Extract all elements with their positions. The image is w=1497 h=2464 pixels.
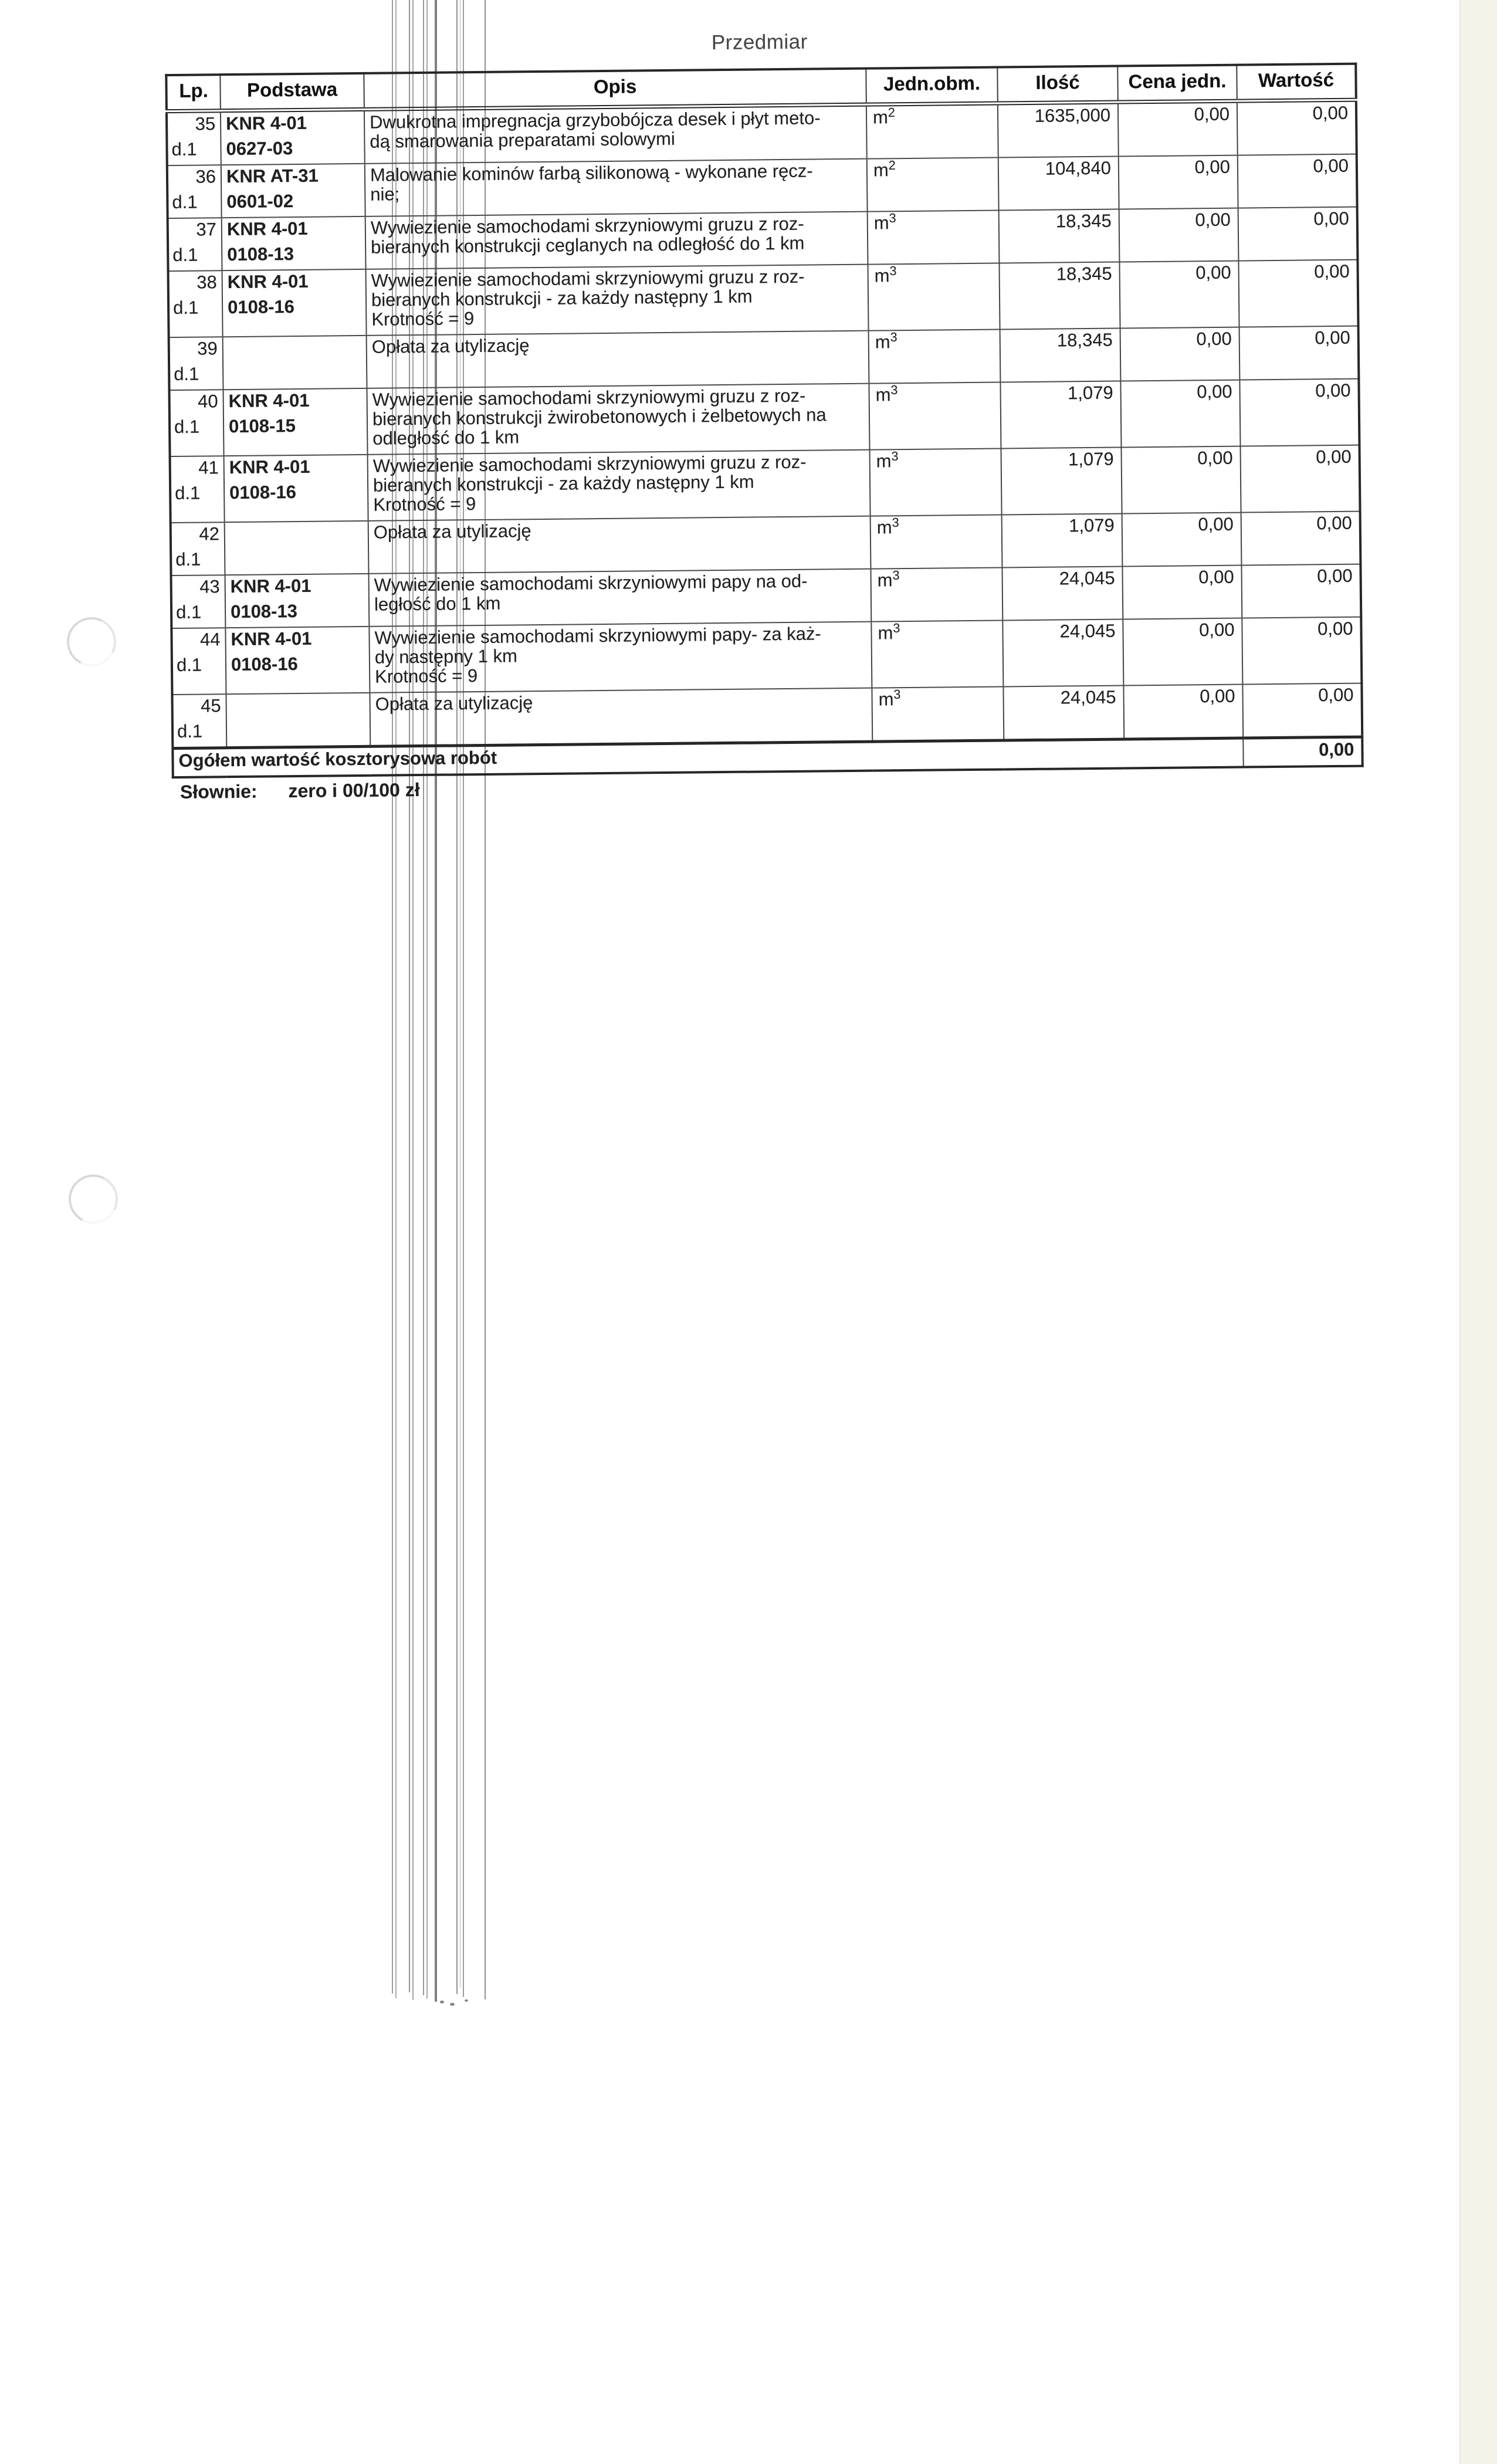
row-section: d.1 xyxy=(176,654,202,675)
description-line: Wywiezienie samochodami skrzyniowymi papy na od- xyxy=(374,570,808,595)
row-basis-subcode: 0108-13 xyxy=(227,243,294,265)
row-basis-cell xyxy=(222,216,366,270)
row-basis-cell xyxy=(223,388,367,456)
description-line: Malowanie kominów farbą silikonową - wykonane ręcz- xyxy=(370,160,813,185)
row-basis-code xyxy=(231,695,364,696)
row-quantity: 1,079 xyxy=(1002,514,1123,568)
row-basis-cell xyxy=(225,627,370,694)
row-basis-code xyxy=(230,523,363,524)
row-unit-price: 0,00 xyxy=(1119,261,1239,329)
row-value: 0,00 xyxy=(1238,207,1358,261)
row-basis-subcode: 0108-16 xyxy=(229,482,297,503)
row-value: 0,00 xyxy=(1238,154,1357,208)
total-label: Ogółem wartość kosztorysowa robót xyxy=(172,738,1243,777)
table-row xyxy=(170,445,1360,523)
row-section: d.1 xyxy=(175,549,201,570)
description-line: bieranych konstrukcji - za każdy następny 1 km xyxy=(372,471,754,496)
row-basis-subcode: 0108-15 xyxy=(228,415,296,437)
row-unit-price: 0,00 xyxy=(1123,685,1243,739)
amount-in-words-value: zero i 00/100 zł xyxy=(288,779,420,802)
row-description xyxy=(366,265,869,336)
row-basis-cell xyxy=(223,336,367,390)
row-lp-cell xyxy=(168,218,222,271)
row-unit-price: 0,00 xyxy=(1120,327,1240,381)
row-unit-price: 0,00 xyxy=(1120,380,1240,448)
amount-in-words xyxy=(180,779,420,803)
row-value: 0,00 xyxy=(1239,379,1359,446)
description-line: Opłata za utylizację xyxy=(375,692,533,715)
description-line: Krotność = 9 xyxy=(373,493,476,515)
row-section: d.1 xyxy=(175,601,202,622)
row-basis-code: KNR AT-31 xyxy=(226,165,319,187)
description-line: Wywiezienie samochodami skrzyniowymi gruzu z roz- xyxy=(372,451,807,476)
row-lp-cell xyxy=(168,270,223,337)
description-line: Wywiezienie samochodami skrzyniowymi gruzu z roz- xyxy=(370,213,804,238)
row-description xyxy=(368,516,871,574)
row-number: 40 xyxy=(198,391,218,412)
row-section: d.1 xyxy=(177,720,203,742)
row-unit: $m^3$ xyxy=(871,515,1002,568)
row-description xyxy=(364,104,867,164)
table-row xyxy=(168,260,1359,337)
description-line: ległość do 1 km xyxy=(374,593,501,615)
row-number: 39 xyxy=(197,338,218,359)
header-opis: Opis xyxy=(364,69,866,110)
row-lp-cell xyxy=(167,111,221,165)
description-line: Wywiezienie samochodami skrzyniowymi gruzu z roz- xyxy=(371,266,805,291)
row-number: 41 xyxy=(198,457,219,478)
row-section: d.1 xyxy=(171,138,197,160)
row-basis-code: KNR 4-01 xyxy=(225,112,307,134)
row-unit-price: 0,00 xyxy=(1122,513,1242,567)
row-number: 36 xyxy=(195,166,216,187)
header-lp: Lp. xyxy=(166,75,221,111)
row-section: d.1 xyxy=(172,244,198,266)
row-basis-cell xyxy=(226,693,370,748)
row-value: 0,00 xyxy=(1242,683,1362,738)
description-line: Krotność = 9 xyxy=(371,308,475,330)
row-section: d.1 xyxy=(172,297,199,319)
row-section: d.1 xyxy=(172,191,198,213)
row-unit: $m^3$ xyxy=(870,448,1002,516)
row-quantity: 18,345 xyxy=(1000,329,1121,383)
header-wartosc: Wartość xyxy=(1237,64,1356,101)
description-line: Wywiezienie samochodami skrzyniowymi papy- za każ- xyxy=(374,623,821,648)
row-unit: $m^3$ xyxy=(868,263,1000,330)
row-description xyxy=(370,688,872,747)
row-quantity: 1635,000 xyxy=(998,102,1119,157)
row-lp-cell xyxy=(171,575,226,628)
przedmiar-table xyxy=(165,63,1363,779)
row-basis-subcode: 0108-16 xyxy=(231,654,298,675)
page-title: Przedmiar xyxy=(711,30,808,55)
row-quantity: 18,345 xyxy=(999,262,1120,330)
description-line: bieranych konstrukcji ceglanych na odległość do 1 km xyxy=(370,232,805,258)
row-basis-cell xyxy=(221,109,365,165)
row-quantity: 24,045 xyxy=(1003,685,1124,740)
row-lp-cell xyxy=(172,694,226,748)
description-line: dy następny 1 km xyxy=(374,645,517,668)
row-basis-subcode: 0108-13 xyxy=(230,601,298,622)
row-section: d.1 xyxy=(174,363,199,385)
row-basis-code xyxy=(228,337,361,339)
description-line: Opłata za utylizację xyxy=(371,335,530,357)
description-line: Krotność = 9 xyxy=(375,665,478,687)
description-line: bieranych konstrukcji żwirobetonowych i żelbetowych na xyxy=(372,404,827,429)
row-basis-code: KNR 4-01 xyxy=(228,390,310,412)
row-section: d.1 xyxy=(174,416,200,438)
row-description xyxy=(369,622,872,693)
row-value: 0,00 xyxy=(1239,326,1359,380)
row-unit: $m^2$ xyxy=(867,157,999,211)
row-lp-cell xyxy=(167,165,222,218)
amount-in-words-label: Słownie: xyxy=(179,780,258,803)
description-line: bieranych konstrukcji - za każdy następny 1 km xyxy=(371,286,753,310)
row-unit: $m^3$ xyxy=(869,329,1001,383)
total-value: 0,00 xyxy=(1243,737,1362,767)
row-basis-code: KNR 4-01 xyxy=(227,270,309,293)
row-unit-price: 0,00 xyxy=(1122,566,1242,620)
row-unit: $m^3$ xyxy=(869,382,1001,449)
description-line: Wywiezienie samochodami skrzyniowymi gruzu z roz- xyxy=(372,385,806,410)
row-unit: $m^3$ xyxy=(871,567,1002,621)
row-description xyxy=(365,159,868,216)
row-lp-cell xyxy=(169,390,223,456)
header-podstawa: Podstawa xyxy=(220,73,364,111)
row-basis-cell xyxy=(225,574,370,628)
row-number: 44 xyxy=(199,629,221,650)
row-unit: $m^3$ xyxy=(868,210,1000,264)
row-basis-subcode: 0627-03 xyxy=(226,138,293,160)
row-quantity: 24,045 xyxy=(1002,566,1123,620)
row-unit-price: 0,00 xyxy=(1121,446,1241,514)
description-line: nie; xyxy=(370,184,400,205)
row-unit-price: 0,00 xyxy=(1123,618,1242,686)
row-number: 37 xyxy=(196,219,217,240)
description-line: Dwukrotna impregnacja grzybobójcza desek i płyt meto- xyxy=(369,107,821,133)
row-lp-cell xyxy=(171,628,226,695)
row-value: 0,00 xyxy=(1242,617,1361,685)
row-basis-cell xyxy=(224,455,368,522)
row-lp-cell xyxy=(170,456,225,523)
row-unit-price: 0,00 xyxy=(1119,208,1239,262)
row-basis-code: KNR 4-01 xyxy=(230,575,311,597)
row-value: 0,00 xyxy=(1241,512,1361,566)
table-body xyxy=(167,100,1362,748)
row-basis-cell xyxy=(222,269,367,337)
row-basis-subcode: 0601-02 xyxy=(226,191,294,212)
row-description xyxy=(368,450,871,521)
row-unit-price: 0,00 xyxy=(1118,101,1238,156)
row-description xyxy=(367,384,869,455)
table-row xyxy=(169,379,1359,456)
table-row xyxy=(171,617,1361,695)
row-basis-code: KNR 4-01 xyxy=(229,456,310,478)
row-basis-cell xyxy=(225,521,369,575)
row-number: 43 xyxy=(199,576,220,597)
row-number: 42 xyxy=(199,523,220,544)
row-unit: $m^2$ xyxy=(866,103,998,159)
row-unit: $m^3$ xyxy=(871,620,1003,688)
row-value: 0,00 xyxy=(1238,260,1358,327)
row-value: 0,00 xyxy=(1240,445,1360,513)
description-line: Opłata za utylizację xyxy=(373,520,531,543)
row-lp-cell xyxy=(171,522,225,576)
row-quantity: 1,079 xyxy=(1000,381,1121,449)
row-basis-subcode: 0108-16 xyxy=(227,296,295,318)
row-value: 0,00 xyxy=(1237,100,1357,155)
row-basis-code: KNR 4-01 xyxy=(226,218,308,240)
row-basis-code: KNR 4-01 xyxy=(231,628,312,650)
row-section: d.1 xyxy=(174,482,201,503)
row-lp-cell xyxy=(169,337,223,390)
row-value: 0,00 xyxy=(1241,564,1361,618)
header-ilosc: Ilość xyxy=(997,66,1118,103)
row-quantity: 24,045 xyxy=(1002,619,1123,686)
row-number: 35 xyxy=(195,113,216,134)
row-quantity: 18,345 xyxy=(999,209,1120,263)
row-basis-cell xyxy=(221,164,365,218)
description-line: dą smarowania preparatami solowymi xyxy=(370,128,675,152)
row-description xyxy=(367,331,869,388)
row-description xyxy=(368,569,871,627)
description-line: odległość do 1 km xyxy=(372,427,520,449)
header-jedn-obm: Jedn.obm. xyxy=(866,67,998,105)
header-cena-jedn: Cena jedn. xyxy=(1117,65,1237,102)
row-quantity: 104,840 xyxy=(998,157,1119,211)
row-unit: $m^3$ xyxy=(872,686,1004,742)
row-number: 45 xyxy=(200,695,221,716)
row-unit-price: 0,00 xyxy=(1119,155,1238,209)
row-description xyxy=(365,212,868,269)
row-number: 38 xyxy=(197,272,217,293)
row-quantity: 1,079 xyxy=(1001,448,1122,515)
